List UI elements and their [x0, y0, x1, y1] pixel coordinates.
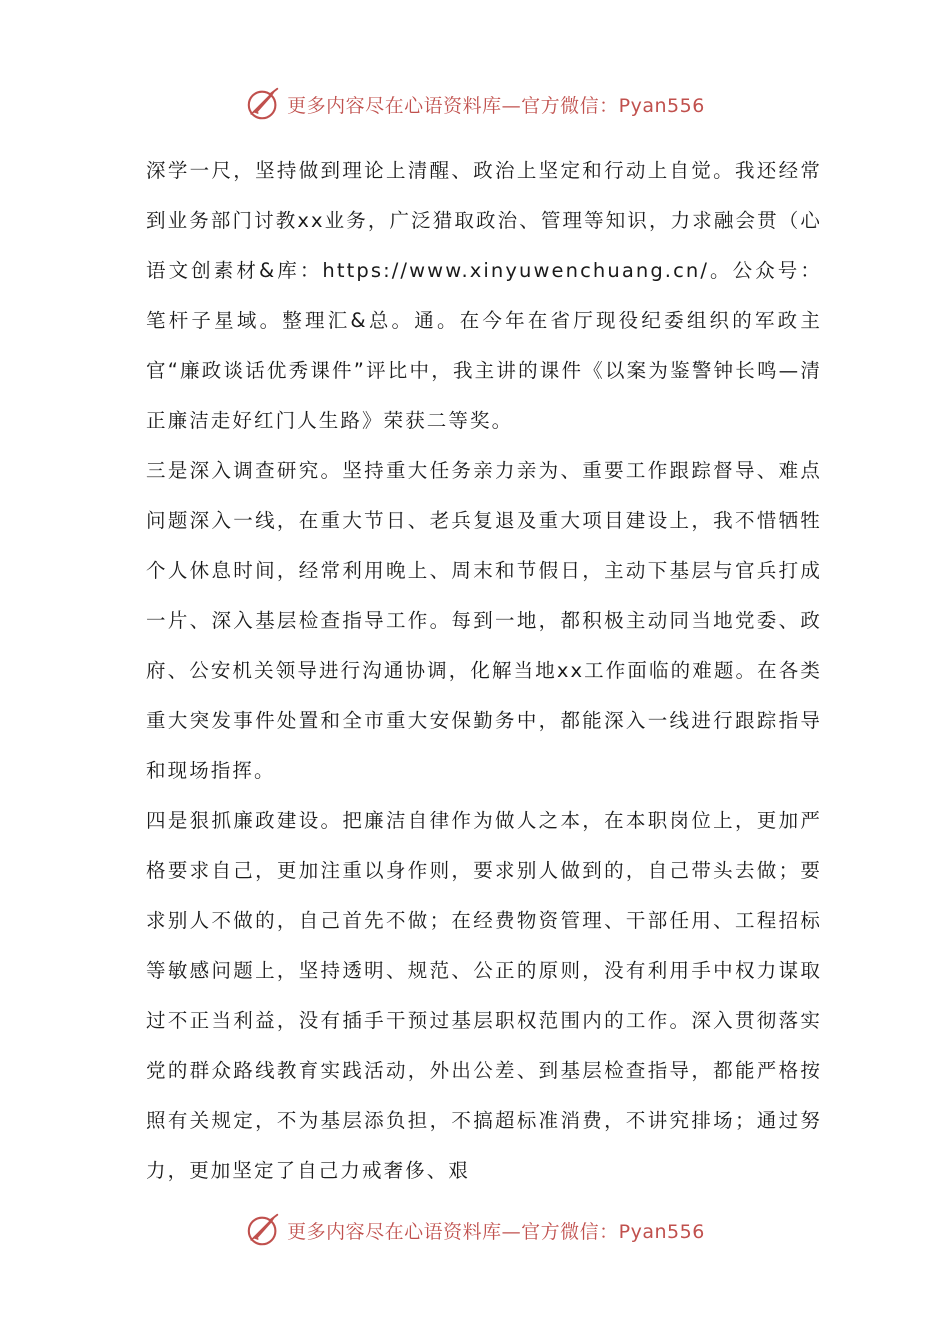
pen-nib-logo-icon: [245, 1211, 283, 1249]
pen-nib-logo-icon: [245, 85, 283, 123]
footer-banner-handle: Pyan556: [618, 1220, 705, 1243]
document-body: [146, 146, 822, 1196]
footer-banner-text: 更多内容尽在心语资料库—官方微信：Pyan556: [287, 1220, 705, 1243]
body-paragraph-2: 三是深入调查研究。坚持重大任务亲力亲为、重要工作跟踪督导、难点问题深入一线，在重大节日、老兵复退及重大项目建设上，我不惜牺牲个人休息时间，经常利用晚上、周末和节假日，主动下基层与官兵打成一片、深入基层检查指导工作。每到一地，都积极主动同当地党委、政府、公安机关领导进行沟通协调，化解当地xx工作面临的难题。在各类重大突发事件处置和全市重大安保勤务中，都能深入一线进行跟踪指导和现场指挥。: [146, 459, 822, 782]
header-banner-handle: Pyan556: [618, 94, 705, 117]
header-banner-text: 更多内容尽在心语资料库—官方微信：Pyan556: [287, 94, 705, 117]
header-banner: [0, 84, 950, 124]
body-paragraph-3: 四是狠抓廉政建设。把廉洁自律作为做人之本，在本职岗位上，更加严格要求自己，更加注重以身作则，要求别人做到的，自己带头去做；要求别人不做的，自己首先不做；在经费物资管理、干部任用、工程招标等敏感问题上，坚持透明、规范、公正的原则，没有利用手中权力谋取过不正当利益，没有插手干预过基层职权范围内的工作。深入贯彻落实党的群众路线教育实践活动，外出公差、到基层检查指导，都能严格按照有关规定，不为基层添负担，不搞超标准消费，不讲究排场；通过努力，更加坚定了自己力戒奢侈、艰: [146, 809, 822, 1182]
body-paragraph-1: 深学一尺，坚持做到理论上清醒、政治上坚定和行动上自觉。我还经常到业务部门讨教xx业务，广泛猎取政治、管理等知识，力求融会贯（心语文创素材&库：https://www.xinyuwenchuang.cn/。公众号：笔杆子星域。整理汇&总。通。在今年在省厅现役纪委组织的军政主官“廉政谈话优秀课件”评比中，我主讲的课件《以案为鉴警钟长鸣—清正廉洁走好红门人生路》荣获二等奖。: [146, 159, 822, 432]
footer-banner: [0, 1210, 950, 1250]
